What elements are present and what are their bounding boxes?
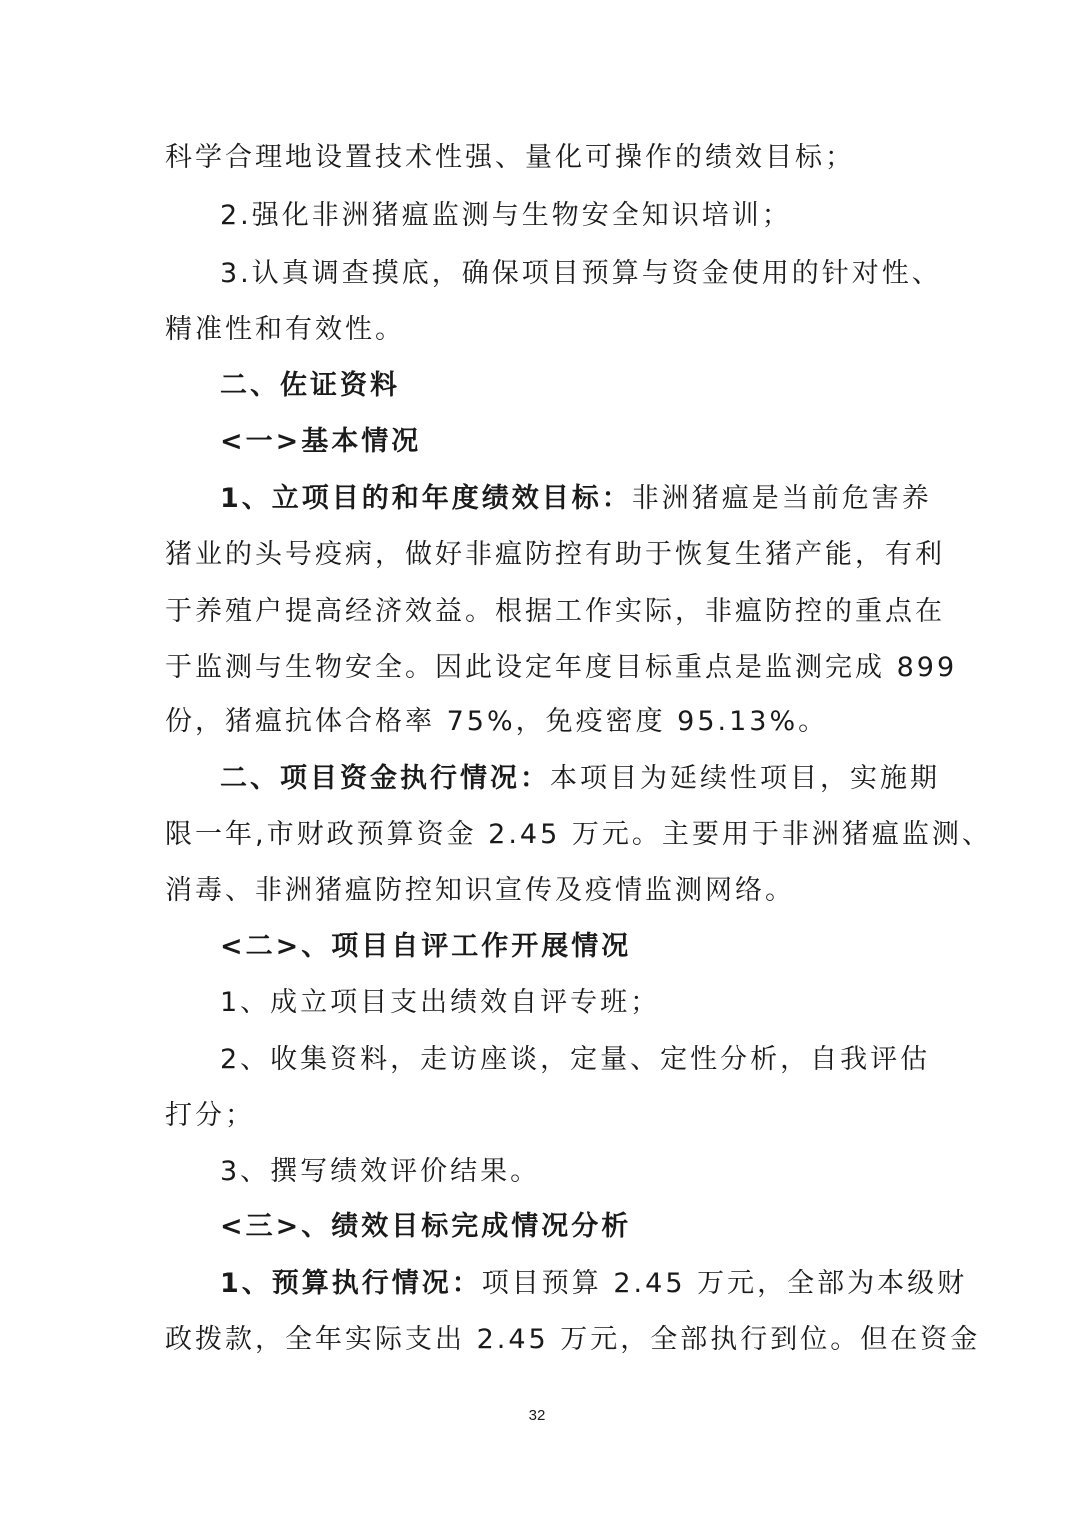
paragraph-line: 于养殖户提高经济效益。根据工作实际，非瘟防控的重点在 bbox=[165, 596, 945, 627]
list-item-2: 2.强化非洲猪瘟监测与生物安全知识培训； bbox=[220, 200, 792, 231]
list-item-3: 3、撰写绩效评价结果。 bbox=[220, 1156, 541, 1187]
inline-heading: 二、项目资金执行情况： bbox=[220, 763, 550, 794]
paragraph-line: 猪业的头号疫病，做好非瘟防控有助于恢复生猪产能，有利 bbox=[165, 539, 945, 570]
paragraph-text: 非洲猪瘟是当前危害养 bbox=[631, 483, 932, 514]
inline-heading: 1、立项目的和年度绩效目标： bbox=[220, 483, 632, 514]
subsection-heading: <二>、项目自评工作开展情况 bbox=[220, 931, 632, 962]
paragraph-line: 消毒、非洲猪瘟防控知识宣传及疫情监测网络。 bbox=[165, 875, 795, 906]
paragraph-text: 本项目为延续性项目，实施期 bbox=[550, 763, 940, 794]
paragraph-line: 科学合理地设置技术性强、量化可操作的绩效目标； bbox=[165, 142, 855, 173]
paragraph-line: 政拨款，全年实际支出 2.45 万元，全部执行到位。但在资金 bbox=[165, 1324, 981, 1355]
subsection-heading: <一>基本情况 bbox=[220, 426, 422, 457]
paragraph-line: 份，猪瘟抗体合格率 75%，免疫密度 95.13%。 bbox=[165, 706, 829, 737]
paragraph-line bbox=[220, 759, 940, 799]
paragraph-text: 项目预算 2.45 万元，全部为本级财 bbox=[481, 1268, 968, 1299]
paragraph-line: 于监测与生物安全。因此设定年度目标重点是监测完成 899 bbox=[165, 652, 958, 683]
list-item-2: 2、收集资料，走访座谈，定量、定性分析，自我评估 bbox=[220, 1044, 931, 1075]
page-number: 32 bbox=[528, 1407, 546, 1424]
paragraph-line bbox=[220, 479, 932, 519]
subsection-heading: <三>、绩效目标完成情况分析 bbox=[220, 1211, 632, 1242]
paragraph-line: 限一年,市财政预算资金 2.45 万元。主要用于非洲猪瘟监测、 bbox=[165, 819, 992, 850]
list-item-1: 1、成立项目支出绩效自评专班； bbox=[220, 987, 661, 1018]
section-heading: 二、佐证资料 bbox=[220, 370, 400, 401]
inline-heading: 1、预算执行情况： bbox=[220, 1268, 482, 1299]
list-item-3: 3.认真调查摸底，确保项目预算与资金使用的针对性、 bbox=[220, 258, 942, 289]
paragraph-line: 打分； bbox=[165, 1100, 255, 1131]
paragraph-line bbox=[220, 1264, 968, 1304]
paragraph-line: 精准性和有效性。 bbox=[165, 314, 405, 345]
